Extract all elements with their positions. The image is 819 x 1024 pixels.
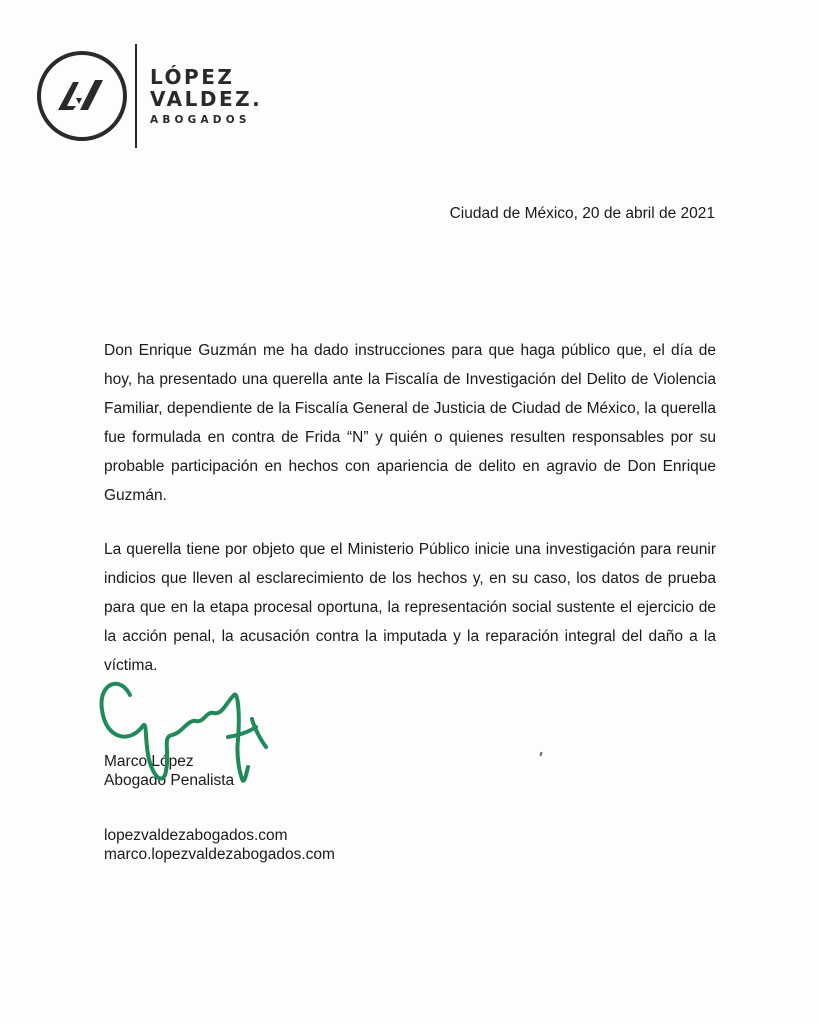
- signer-name: Marco López: [104, 753, 194, 770]
- scan-speck: [539, 752, 542, 756]
- signer-block: [104, 752, 234, 790]
- contact-block: [104, 826, 335, 864]
- body-paragraph-2: La querella tiene por objeto que el Ministerio Público inicie una investigación para reunir indicios que lleven al esclarecimiento de los hechos y, en su caso, los datos de prueba para que en la etapa procesal oportuna, la representación social sustente el ejercicio de la acción penal, la acusación contra la imputada y la reparación integral del daño a la víctima.: [104, 541, 716, 674]
- firm-name-line1: LÓPEZ: [150, 65, 235, 89]
- place-date: Ciudad de México, 20 de abril de 2021: [449, 205, 715, 222]
- firm-subtitle: ABOGADOS: [150, 114, 251, 126]
- logo-divider: [135, 44, 137, 148]
- contact-address[interactable]: marco.lopezvaldezabogados.com: [104, 846, 335, 863]
- body-paragraph-1: Don Enrique Guzmán me ha dado instrucciones para que haga público que, el día de hoy, ha presentado una querella ante la Fiscalía de Investigación del Delito de Violencia Familiar, dependiente de la Fiscalía General de Justicia de Ciudad de México, la querella fue formulada en contra de Frida “N” y quién o quienes resulten responsables por su probable participación en hechos con apariencia de delito en agravio de Don Enrique Guzmán.: [104, 342, 716, 504]
- firm-name-line2: VALDEZ.: [150, 87, 263, 111]
- letter-body: [104, 336, 716, 705]
- firm-logo-icon: [36, 50, 128, 142]
- website-link[interactable]: lopezvaldezabogados.com: [104, 827, 288, 844]
- signer-title: Abogado Penalista: [104, 772, 235, 789]
- firm-name: [150, 66, 262, 126]
